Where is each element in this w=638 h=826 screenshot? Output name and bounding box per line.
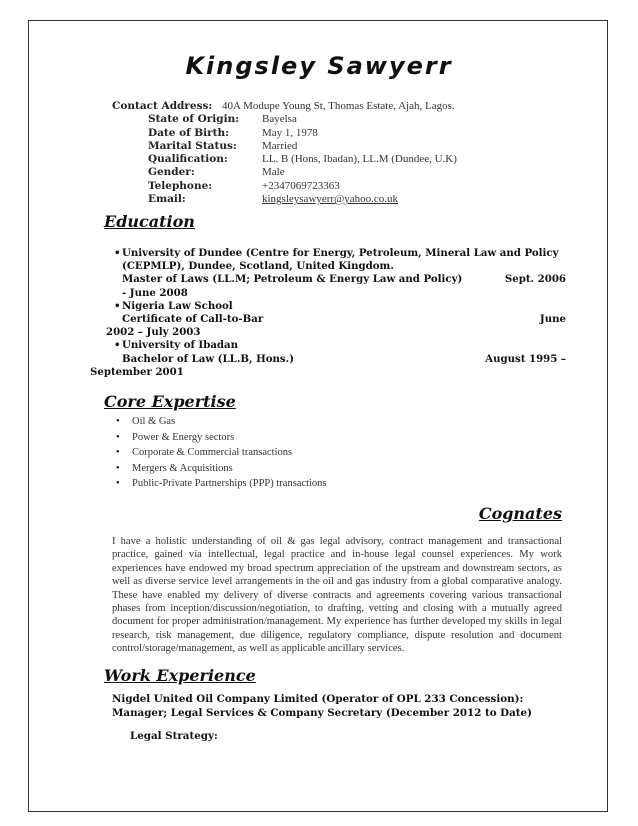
expertise-item: • Public-Private Partnerships (PPP) transactions: [116, 476, 327, 492]
dundee-institution-line1: University of Dundee (Centre for Energy, Petroleum, Mineral Law and Policy: [122, 247, 559, 259]
bullet-icon: •: [114, 299, 121, 312]
work-subheading: Legal Strategy:: [130, 730, 218, 742]
contact-address-value: 40A Modupe Young St, Thomas Estate, Ajah, Lagos.: [222, 100, 455, 112]
ibadan-degree-row: [92, 353, 566, 366]
law-school-dates-end: 2002 – July 2003: [106, 326, 201, 339]
gender-row: [112, 166, 457, 179]
contact-address-label: Contact Address:: [112, 100, 213, 112]
expertise-item: • Oil & Gas: [116, 414, 327, 430]
dundee-institution-line2-row: [92, 260, 566, 273]
date-of-birth-value: May 1, 1978: [262, 126, 318, 139]
marital-status-label: Marital Status:: [148, 139, 237, 152]
work-role: Manager; Legal Services & Company Secretary (December 2012 to Date): [112, 707, 532, 719]
dundee-degree: Master of Laws (LL.M; Petroleum & Energy Law and Policy): [122, 273, 463, 286]
qualification-row: [112, 153, 457, 166]
contact-address-row: [112, 100, 457, 113]
telephone-label: Telephone:: [148, 179, 213, 192]
law-school-degree: Certificate of Call-to-Bar: [122, 313, 264, 326]
resume-name: Kingsley Sawyerr: [185, 52, 453, 80]
work-experience-block: [112, 692, 532, 743]
marital-status-value: Married: [262, 139, 298, 152]
telephone-value: +2347069723363: [262, 179, 340, 192]
core-expertise-heading: Core Expertise: [104, 392, 236, 411]
date-of-birth-label: Date of Birth:: [148, 126, 230, 139]
law-school-dates-start: June: [539, 313, 566, 326]
education-item-ibadan: [92, 339, 566, 352]
contact-block: [112, 100, 457, 206]
qualification-label: Qualification:: [148, 153, 228, 166]
telephone-row: [112, 180, 457, 193]
expertise-item: • Mergers & Acquisitions: [116, 461, 327, 477]
dundee-institution-line2: (CEPMLP), Dundee, Scotland, United Kingdom.: [122, 260, 394, 273]
dundee-dates-start: Sept. 2006: [504, 273, 566, 286]
bullet-icon: •: [114, 339, 121, 352]
expertise-item: • Power & Energy sectors: [116, 430, 327, 446]
gender-value: Male: [262, 166, 285, 179]
email-link[interactable]: kingsleysawyerr@yahoo.co.uk: [262, 193, 398, 206]
education-list: [92, 247, 566, 379]
ibadan-degree: Bachelor of Law (LL.B, Hons.): [122, 352, 295, 365]
law-school-institution: Nigeria Law School: [122, 299, 233, 312]
core-expertise-list: [116, 414, 327, 492]
state-of-origin-row: [112, 113, 457, 126]
cognates-paragraph: I have a holistic understanding of oil & gas legal advisory, contract management and transactional practice, gained via intellectual, legal practice and in-house legal counsel experiences. My work experiences have endowed my broad spectrum appreciation of the upstream and downstream sectors, as well as diverse service level arrangements in the oil and gas industry from a global comparative analogy. These have enabled my delivery of diverse contracts and agreements covering various transactional phases from inception/discussion/negotiation, to drafting, vetting and closing with a mutually agreed document for proper administration/management. My experience has further developed my skills in legal research, risk management, due diligence, regulatory compliance, dispute resolution and document control/storage/management, as well as applicable ancillary services.: [112, 536, 562, 655]
cognates-heading: Cognates: [478, 504, 562, 523]
date-of-birth-row: [112, 127, 457, 140]
state-of-origin-value: Bayelsa: [262, 113, 297, 126]
ibadan-institution: University of Ibadan: [122, 339, 239, 352]
education-heading: Education: [104, 212, 195, 231]
ibadan-dates-start: August 1995 –: [485, 352, 566, 365]
dundee-dates-end-row: [92, 287, 566, 300]
email-row: [112, 193, 457, 206]
expertise-item: • Corporate & Commercial transactions: [116, 445, 327, 461]
law-school-degree-row: [92, 313, 566, 326]
bullet-icon: •: [114, 247, 121, 259]
dundee-degree-row: [92, 273, 566, 286]
marital-status-row: [112, 140, 457, 153]
gender-label: Gender:: [148, 166, 195, 179]
qualification-value: LL. B (Hons, Ibadan), LL.M (Dundee, U.K): [262, 153, 457, 166]
ibadan-dates-end: September 2001: [90, 365, 184, 378]
education-item-law-school: [92, 300, 566, 313]
work-company: Nigdel United Oil Company Limited (Operator of OPL 233 Concession):: [112, 693, 524, 705]
state-of-origin-label: State of Origin:: [148, 113, 240, 126]
education-item-dundee: [92, 247, 566, 260]
work-experience-heading: Work Experience: [104, 666, 256, 685]
email-label: Email:: [148, 193, 186, 206]
dundee-dates-end: - June 2008: [122, 286, 188, 299]
